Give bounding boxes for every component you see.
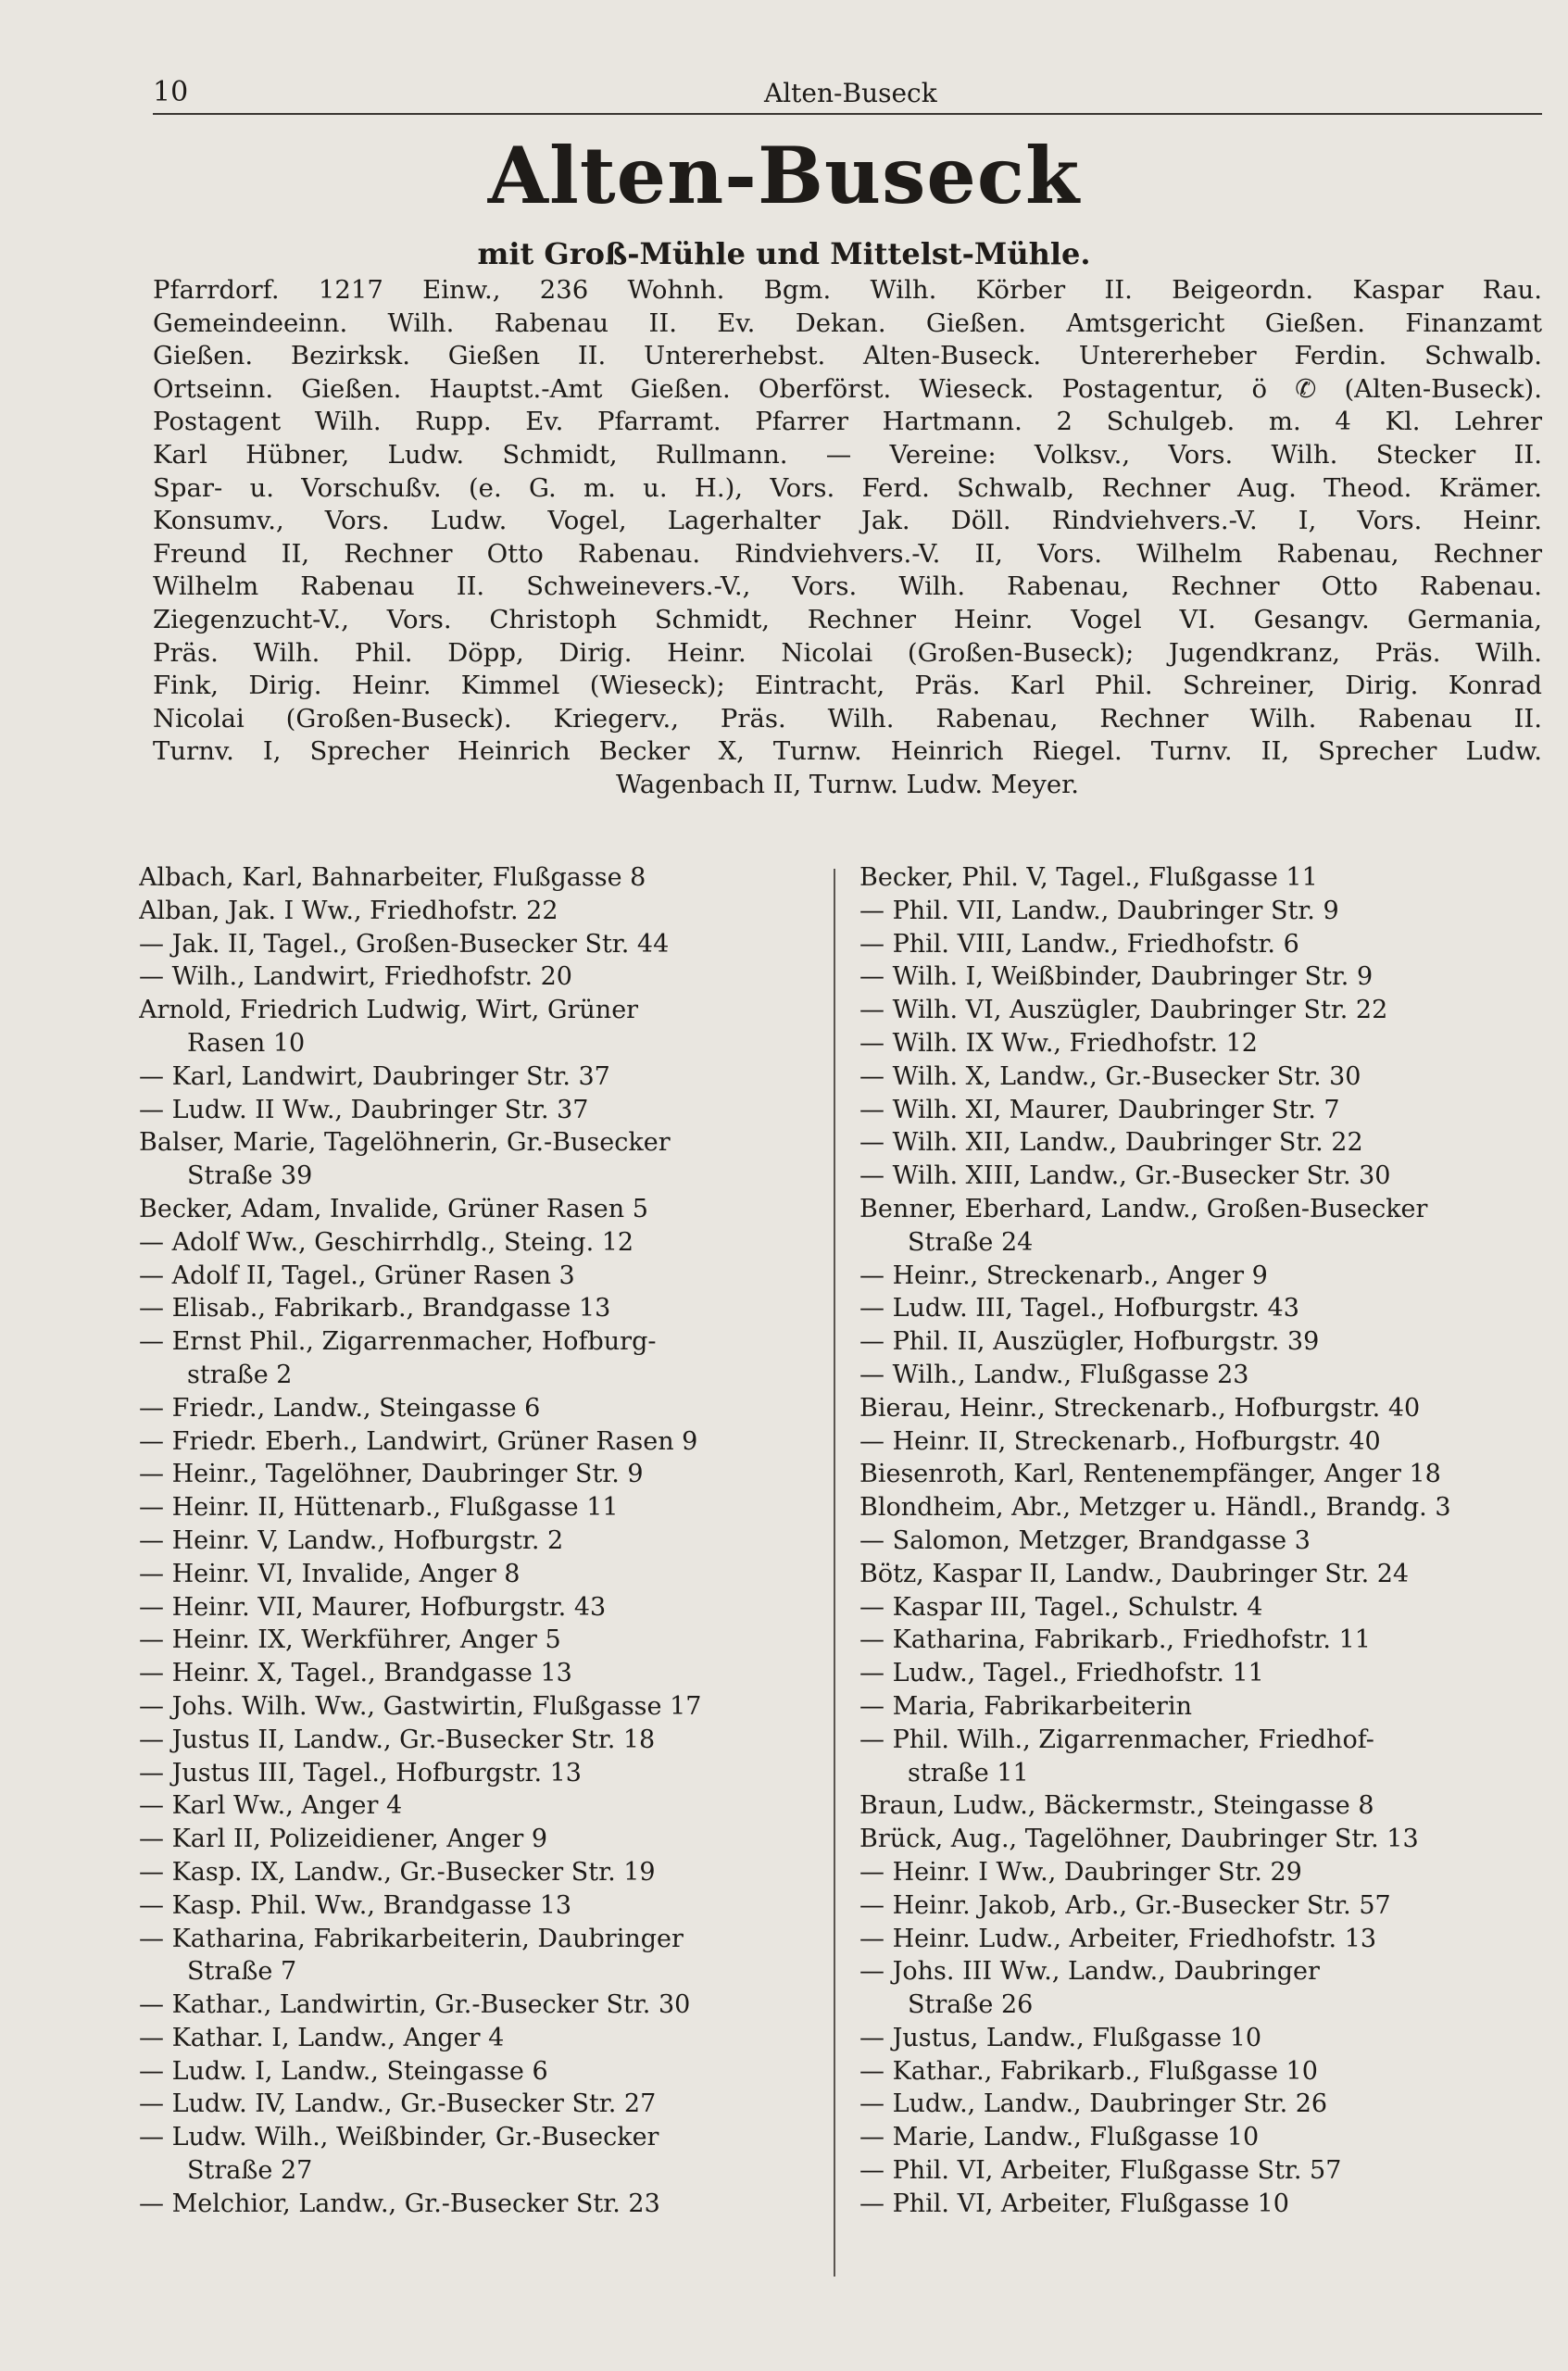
intro-line: Wilhelm Rabenau II. Schweinevers.-V., Vors. Wilh. Rabenau, Rechner Otto Rabenau. <box>153 571 1542 602</box>
resident-entry: — Phil. VII, Landw., Daubringer Str. 9 <box>859 896 1339 925</box>
resident-entry: Benner, Eberhard, Landw., Großen-Busecker <box>859 1194 1428 1223</box>
resident-entry: Albach, Karl, Bahnarbeiter, Flußgasse 8 <box>139 863 646 892</box>
resident-entry: — Ludw. IV, Landw., Gr.-Busecker Str. 27 <box>139 2089 657 2119</box>
resident-entry: — Wilh., Landw., Flußgasse 23 <box>859 1360 1249 1389</box>
intro-line: Präs. Wilh. Phil. Döpp, Dirig. Heinr. Nicolai (Großen-Buseck); Jugendkranz, Präs. Wilh. <box>153 637 1542 668</box>
resident-entry: — Justus III, Tagel., Hofburgstr. 13 <box>139 1758 582 1788</box>
resident-entry: Alban, Jak. I Ww., Friedhofstr. 22 <box>139 896 558 925</box>
resident-entry: — Kasp. IX, Landw., Gr.-Busecker Str. 19 <box>139 1857 656 1887</box>
resident-entry: — Phil. II, Auszügler, Hofburgstr. 39 <box>859 1327 1320 1357</box>
entry-continuation: straße 2 <box>187 1360 293 1389</box>
resident-entry: — Heinr. Ludw., Arbeiter, Friedhofstr. 13 <box>859 1924 1377 1953</box>
resident-entry: — Wilh. XIII, Landw., Gr.-Busecker Str. 30 <box>859 1161 1391 1191</box>
resident-entry: — Ludw., Tagel., Friedhofstr. 11 <box>859 1659 1264 1688</box>
resident-entry: — Heinr. X, Tagel., Brandgasse 13 <box>139 1659 572 1688</box>
intro-line: Spar- u. Vorschußv. (e. G. m. u. H.), Vors. Ferd. Schwalb, Rechner Aug. Theod. Krämer. <box>153 472 1542 503</box>
resident-entry: — Kasp. Phil. Ww., Brandgasse 13 <box>139 1890 572 1920</box>
resident-entry: — Wilh. I, Weißbinder, Daubringer Str. 9 <box>859 962 1374 992</box>
resident-entry: — Phil. VI, Arbeiter, Flußgasse Str. 57 <box>859 2156 1342 2186</box>
resident-entry: Blondheim, Abr., Metzger u. Händl., Brandg. 3 <box>859 1493 1451 1523</box>
resident-entry: — Phil. VIII, Landw., Friedhofstr. 6 <box>859 929 1299 959</box>
intro-line: Gemeindeeinn. Wilh. Rabenau II. Ev. Dekan. Gießen. Amtsgericht Gießen. Finanzamt <box>153 307 1542 338</box>
resident-entry: Becker, Phil. V, Tagel., Flußgasse 11 <box>859 863 1318 892</box>
resident-entry: — Ludw., Landw., Daubringer Str. 26 <box>859 2089 1328 2119</box>
running-head <box>153 76 1542 115</box>
resident-entry: — Heinr. V, Landw., Hofburgstr. 2 <box>139 1525 564 1555</box>
page-number: 10 <box>153 76 189 108</box>
resident-entry: — Justus II, Landw., Gr.-Busecker Str. 18 <box>139 1725 656 1754</box>
resident-entry: — Kathar., Fabrikarb., Flußgasse 10 <box>859 2056 1318 2086</box>
resident-entry: — Melchior, Landw., Gr.-Busecker Str. 23 <box>139 2189 660 2218</box>
intro-paragraph <box>153 274 1542 802</box>
resident-entry: Braun, Ludw., Bäckermstr., Steingasse 8 <box>859 1791 1374 1821</box>
column-divider <box>834 869 835 2277</box>
resident-entry: — Wilh. IX Ww., Friedhofstr. 12 <box>859 1028 1258 1058</box>
resident-entry: — Jak. II, Tagel., Großen-Busecker Str. 44 <box>139 929 670 959</box>
intro-line: Ziegenzucht-V., Vors. Christoph Schmidt, Rechner Heinr. Vogel VI. Gesangv. Germania, <box>153 604 1542 634</box>
resident-entry: — Adolf Ww., Geschirrhdlg., Steing. 12 <box>139 1227 634 1257</box>
resident-entry: — Heinr. Jakob, Arb., Gr.-Busecker Str. 57 <box>859 1890 1391 1920</box>
resident-entry: — Johs. III Ww., Landw., Daubringer <box>859 1957 1320 1987</box>
page-subtitle: mit Groß-Mühle und Mittelst-Mühle. <box>477 236 1091 271</box>
intro-line: Freund II, Rechner Otto Rabenau. Rindviehvers.-V. II, Vors. Wilhelm Rabenau, Rechner <box>153 538 1542 569</box>
intro-line: Gießen. Bezirksk. Gießen II. Untererhebst. Alten-Buseck. Untererheber Ferdin. Schwalb. <box>153 341 1542 371</box>
entry-continuation: Straße 26 <box>908 1990 1034 2020</box>
resident-entry: Biesenroth, Karl, Rentenempfänger, Anger 18 <box>859 1460 1441 1489</box>
page-title: Alten-Buseck <box>487 130 1081 221</box>
resident-entry: — Phil. Wilh., Zigarrenmacher, Friedhof- <box>859 1725 1374 1754</box>
resident-entry: — Heinr. IX, Werkführer, Anger 5 <box>139 1625 561 1655</box>
resident-entry: — Katharina, Fabrikarb., Friedhofstr. 11 <box>859 1625 1371 1655</box>
entry-continuation: Straße 24 <box>908 1227 1034 1257</box>
intro-line: Fink, Dirig. Heinr. Kimmel (Wieseck); Eintracht, Präs. Karl Phil. Schreiner, Dirig. Konrad <box>153 671 1542 701</box>
resident-entry: — Kathar. I, Landw., Anger 4 <box>139 2023 505 2052</box>
resident-entry: — Karl, Landwirt, Daubringer Str. 37 <box>139 1061 610 1091</box>
entry-continuation: Rasen 10 <box>187 1028 306 1058</box>
running-title: Alten-Buseck <box>764 78 937 108</box>
resident-entry: — Karl Ww., Anger 4 <box>139 1791 403 1821</box>
resident-entry: — Heinr. II, Hüttenarb., Flußgasse 11 <box>139 1493 619 1523</box>
resident-entry: — Heinr. I Ww., Daubringer Str. 29 <box>859 1857 1302 1887</box>
resident-entry: — Maria, Fabrikarbeiterin <box>859 1691 1192 1721</box>
entry-continuation: straße 11 <box>908 1758 1029 1788</box>
intro-line: Karl Hübner, Ludw. Schmidt, Rullmann. — Vereine: Volksv., Vors. Wilh. Stecker II. <box>153 439 1542 470</box>
intro-line: Konsumv., Vors. Ludw. Vogel, Lagerhalter Jak. Döll. Rindviehvers.-V. I, Vors. Heinr. <box>153 506 1542 536</box>
resident-entry: — Kathar., Landwirtin, Gr.-Busecker Str. 30 <box>139 1990 691 2020</box>
intro-line: Nicolai (Großen-Buseck). Kriegerv., Präs. Wilh. Rabenau, Rechner Wilh. Rabenau II. <box>153 703 1542 734</box>
resident-entry: — Friedr., Landw., Steingasse 6 <box>139 1393 541 1423</box>
resident-entry: — Katharina, Fabrikarbeiterin, Daubringer <box>139 1924 684 1953</box>
resident-columns <box>139 861 1547 2278</box>
resident-entry: — Kaspar III, Tagel., Schulstr. 4 <box>859 1592 1263 1622</box>
resident-entry: — Heinr., Tagelöhner, Daubringer Str. 9 <box>139 1460 644 1489</box>
resident-entry: Bierau, Heinr., Streckenarb., Hofburgstr. 40 <box>859 1393 1421 1423</box>
resident-entry: — Wilh. X, Landw., Gr.-Busecker Str. 30 <box>859 1061 1361 1091</box>
resident-entry: — Wilh. XI, Maurer, Daubringer Str. 7 <box>859 1095 1340 1124</box>
resident-entry: — Wilh. XII, Landw., Daubringer Str. 22 <box>859 1128 1363 1158</box>
intro-line: Postagent Wilh. Rupp. Ev. Pfarramt. Pfarrer Hartmann. 2 Schulgeb. m. 4 Kl. Lehrer <box>153 407 1542 437</box>
resident-entry: — Heinr. VI, Invalide, Anger 8 <box>139 1559 521 1588</box>
resident-entry: — Wilh. VI, Auszügler, Daubringer Str. 22 <box>859 996 1388 1025</box>
resident-entry: Brück, Aug., Tagelöhner, Daubringer Str. 13 <box>859 1825 1419 1854</box>
resident-entry: — Heinr. VII, Maurer, Hofburgstr. 43 <box>139 1592 607 1622</box>
intro-line: Turnv. I, Sprecher Heinrich Becker X, Turnw. Heinrich Riegel. Turnv. II, Sprecher Ludw. <box>153 736 1542 767</box>
resident-entry: — Friedr. Eberh., Landwirt, Grüner Rasen 9 <box>139 1426 698 1456</box>
resident-entry: — Marie, Landw., Flußgasse 10 <box>859 2123 1260 2152</box>
resident-entry: Becker, Adam, Invalide, Grüner Rasen 5 <box>139 1194 648 1223</box>
resident-entry: Balser, Marie, Tagelöhnerin, Gr.-Busecker <box>139 1128 671 1158</box>
intro-line: Ortseinn. Gießen. Hauptst.-Amt Gießen. Oberförst. Wieseck. Postagentur, ö ✆ (Alten-Buseck). <box>153 373 1542 404</box>
left-column <box>139 861 806 2221</box>
right-column <box>859 861 1526 2221</box>
intro-line: Wagenbach II, Turnw. Ludw. Meyer. <box>615 769 1080 799</box>
resident-entry: — Ludw. Wilh., Weißbinder, Gr.-Busecker <box>139 2123 659 2152</box>
resident-entry: — Ludw. I, Landw., Steingasse 6 <box>139 2056 548 2086</box>
intro-line: Pfarrdorf. 1217 Einw., 236 Wohnh. Bgm. Wilh. Körber II. Beigeordn. Kaspar Rau. <box>153 275 1542 305</box>
resident-entry: — Elisab., Fabrikarb., Brandgasse 13 <box>139 1294 611 1323</box>
resident-entry: — Ernst Phil., Zigarrenmacher, Hofburg- <box>139 1327 657 1357</box>
resident-entry: — Ludw. III, Tagel., Hofburgstr. 43 <box>859 1294 1299 1323</box>
resident-entry: Arnold, Friedrich Ludwig, Wirt, Grüner <box>139 996 639 1025</box>
resident-entry: — Heinr. II, Streckenarb., Hofburgstr. 40 <box>859 1426 1381 1456</box>
resident-entry: Bötz, Kaspar II, Landw., Daubringer Str. 24 <box>859 1559 1410 1588</box>
resident-entry: — Karl II, Polizeidiener, Anger 9 <box>139 1825 548 1854</box>
resident-entry: — Ludw. II Ww., Daubringer Str. 37 <box>139 1095 589 1124</box>
resident-entry: — Heinr., Streckenarb., Anger 9 <box>859 1261 1268 1290</box>
entry-continuation: Straße 27 <box>187 2156 313 2186</box>
entry-continuation: Straße 39 <box>187 1161 313 1191</box>
entry-continuation: Straße 7 <box>187 1957 297 1987</box>
resident-entry: — Johs. Wilh. Ww., Gastwirtin, Flußgasse 17 <box>139 1691 702 1721</box>
resident-entry: — Justus, Landw., Flußgasse 10 <box>859 2023 1262 2052</box>
resident-entry: — Phil. VI, Arbeiter, Flußgasse 10 <box>859 2189 1289 2218</box>
resident-entry: — Wilh., Landwirt, Friedhofstr. 20 <box>139 962 572 992</box>
resident-entry: — Adolf II, Tagel., Grüner Rasen 3 <box>139 1261 575 1290</box>
resident-entry: — Salomon, Metzger, Brandgasse 3 <box>859 1525 1311 1555</box>
